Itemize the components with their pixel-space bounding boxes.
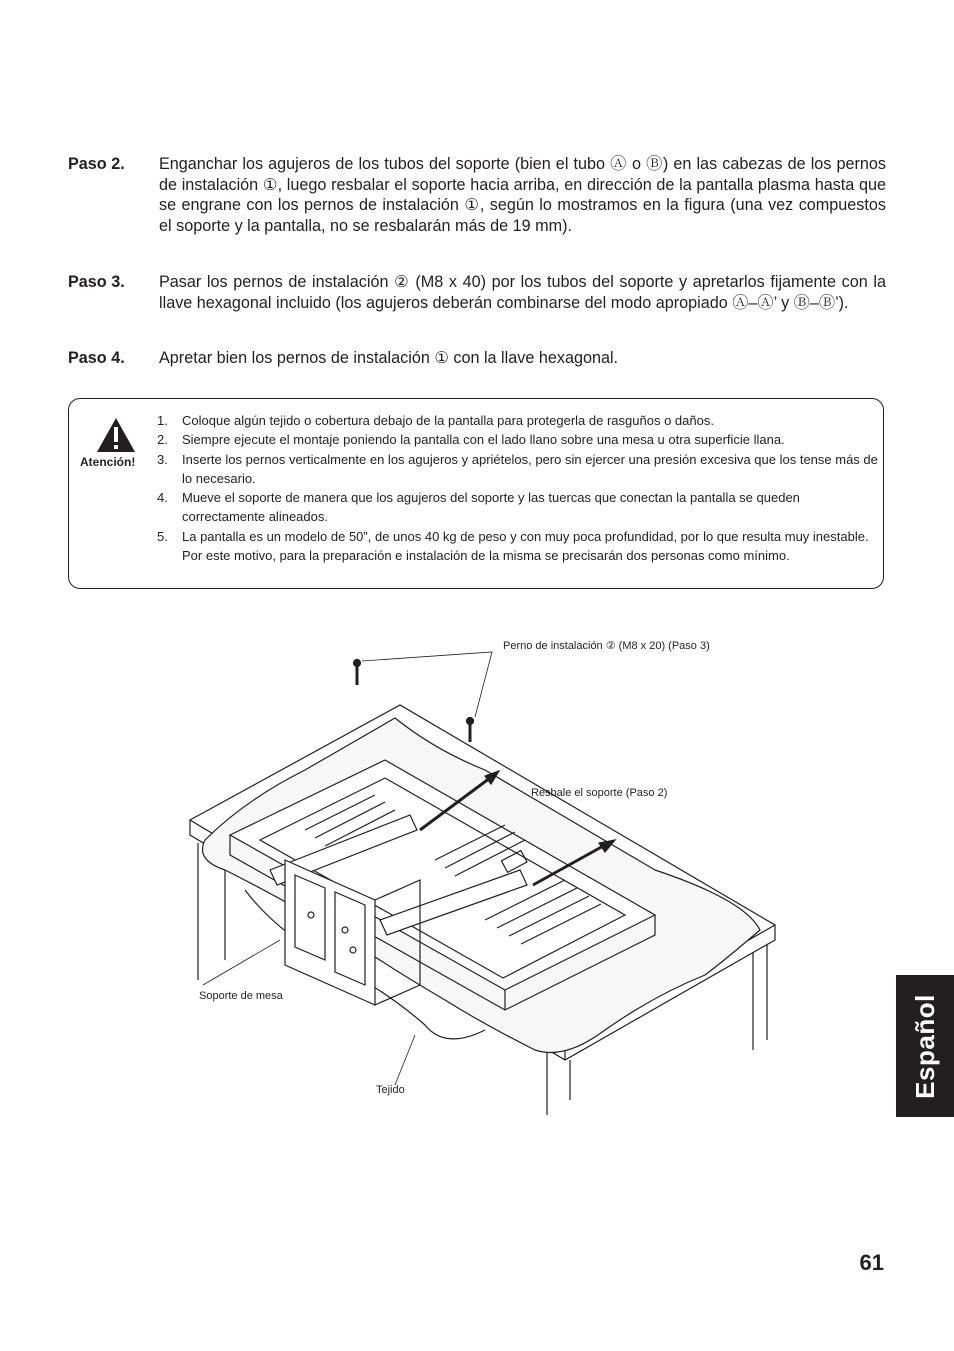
step-text: Apretar bien los pernos de instalación ① con la llave hexagonal. xyxy=(159,349,619,367)
warning-triangle-icon xyxy=(96,417,136,453)
item-number: 1. xyxy=(157,413,168,428)
item-number: 2. xyxy=(157,432,168,448)
item-number: 5. xyxy=(157,528,168,544)
step-3 xyxy=(68,272,886,313)
callout-slide: Resbale el soporte (Paso 2) xyxy=(531,787,668,799)
callout-cloth: Tejido xyxy=(376,1084,405,1096)
assembly-illustration xyxy=(185,630,785,1125)
item-text: Mueve el soporte de manera que los agujeros del soporte y las tuercas que conectan la pantalla se queden correctamente alineados. xyxy=(182,490,800,525)
step-label: Paso 4. xyxy=(68,349,125,367)
list-item xyxy=(157,527,879,566)
list-item xyxy=(157,488,879,527)
callout-bolt: Perno de instalación ② (M8 x 20) (Paso 3) xyxy=(503,640,710,652)
callout-stand: Soporte de mesa xyxy=(199,990,283,1002)
step-text: Pasar los pernos de instalación ② (M8 x 40) por los tubos del soporte y apretarlos fijamente con la llave hexagonal incluido (los agujeros deberán combinarse del modo apropiado Ⓐ–Ⓐ’ y Ⓑ–Ⓑ’). xyxy=(159,273,886,312)
step-4 xyxy=(68,348,886,369)
caution-label: Atención! xyxy=(80,455,136,469)
item-text: Siempre ejecute el montaje poniendo la pantalla con el lado llano sobre una mesa u otra superficie llana. xyxy=(182,432,785,448)
language-tab-label: Español xyxy=(909,993,940,1099)
step-label: Paso 2. xyxy=(68,155,125,173)
list-item xyxy=(157,430,879,449)
language-tab xyxy=(896,975,954,1117)
list-item xyxy=(157,450,879,489)
assembly-drawing xyxy=(185,630,785,1125)
page-number: 61 xyxy=(859,1250,884,1275)
item-text: La pantalla es un modelo de 50”, de unos 40 kg de peso y con muy poca profundidad, por lo que resulta muy inestable. Por este motivo, para la preparación e instalación de la misma se precisarán dos personas como mínimo. xyxy=(182,528,869,564)
caution-list xyxy=(157,411,879,565)
item-number: 4. xyxy=(157,490,168,506)
item-text: Inserte los pernos verticalmente en los agujeros y apriételos, pero sin ejercer una presión excesiva que los tense más de lo necesario. xyxy=(182,451,878,486)
step-2 xyxy=(68,154,886,237)
item-text: Coloque algún tejido o cobertura debajo de la pantalla para protegerla de rasguños o daños. xyxy=(182,413,714,428)
step-text: Enganchar los agujeros de los tubos del soporte (bien el tubo Ⓐ o Ⓑ) en las cabezas de los pernos de instalación ①, luego resbalar el soporte hacia arriba, en dirección de la pantalla plasma hasta que se engrane con los pernos de instalación ①, según lo mostramos en la figura (una vez compuestos el soporte y la pantalla, no se resbalarán más de 19 mm). xyxy=(159,155,886,236)
caution-box xyxy=(68,398,884,589)
list-item xyxy=(157,411,879,430)
item-number: 3. xyxy=(157,451,168,467)
step-label: Paso 3. xyxy=(68,273,125,291)
